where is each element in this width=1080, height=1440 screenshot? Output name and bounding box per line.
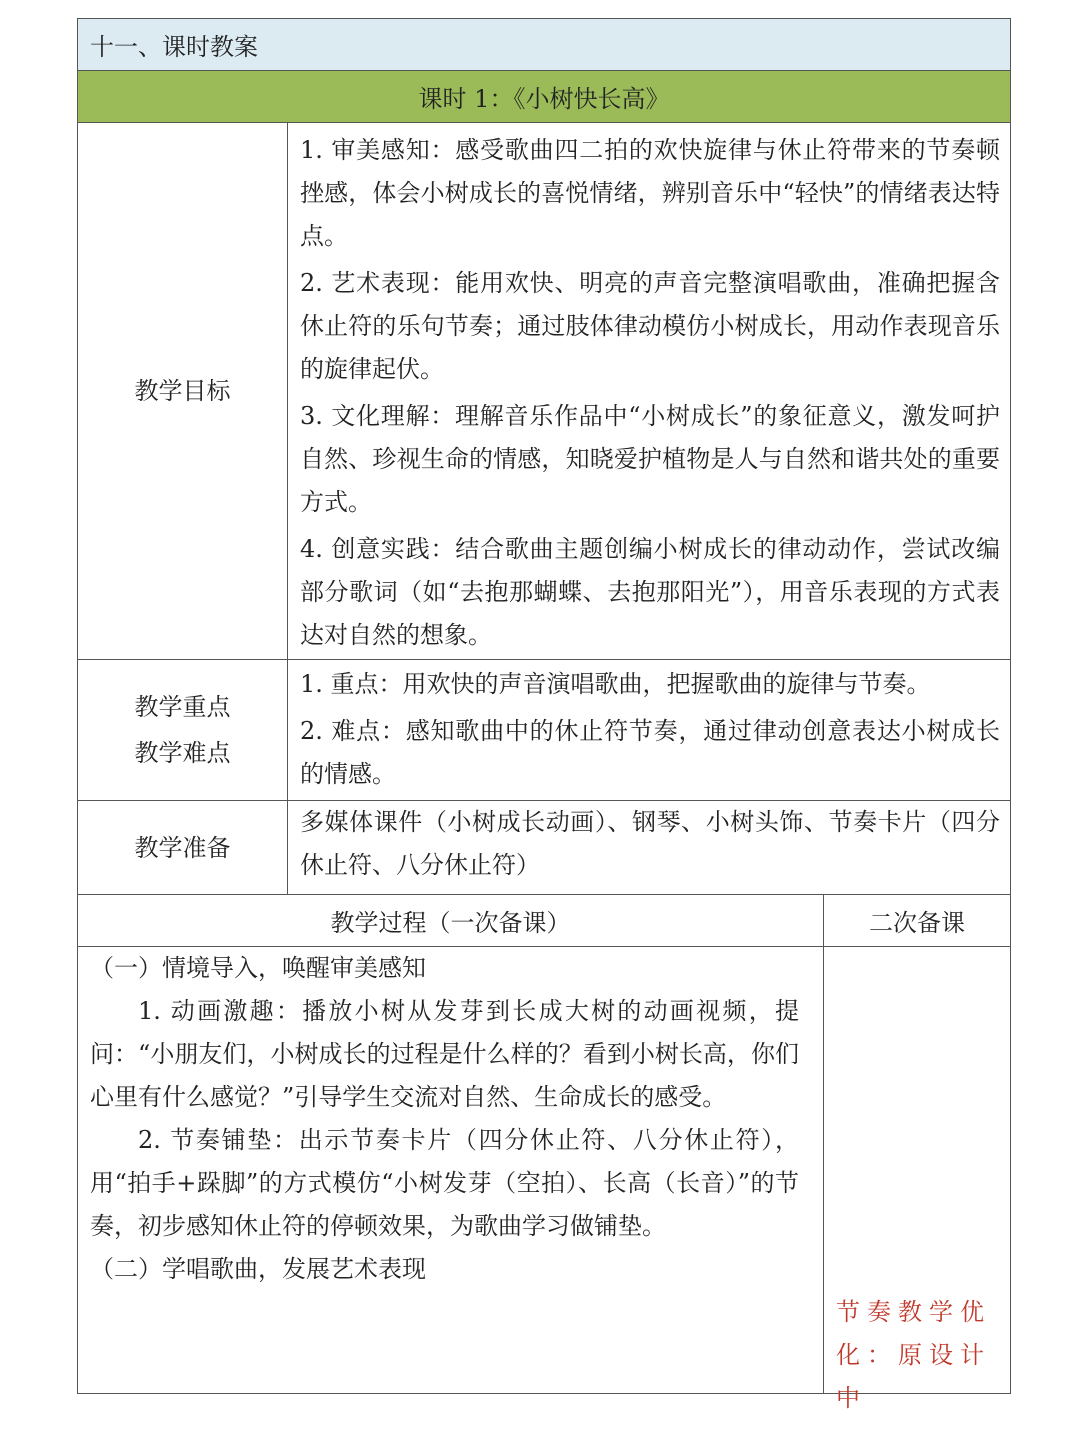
keys-row [78, 660, 1010, 801]
goals-label [78, 123, 288, 659]
goal-item: 3. 文化理解：理解音乐作品中“小树成长”的象征意义，激发呵护自然、珍视生命的情感，知晓爱护植物是人与自然和谐共处的重要方式。 [300, 402, 1000, 516]
goal-item: 2. 艺术表现：能用欢快、明亮的声音完整演唱歌曲，准确把握含休止符的乐句节奏；通过肢体律动模仿小树成长，用动作表现音乐的旋律起伏。 [300, 269, 1000, 383]
key-points-label: 教学重点 [134, 693, 231, 721]
process-header-left [78, 895, 824, 946]
process-body-right [824, 947, 1010, 1412]
process-header-text: 教学过程（一次备课） [330, 909, 571, 937]
second-prep-header-text: 二次备课 [869, 909, 965, 937]
goal-item: 4. 创意实践：结合歌曲主题创编小树成长的律动动作，尝试改编部分歌词（如“去抱那蝴蝶、去抱那阳光”），用音乐表现的方式表达对自然的想象。 [300, 535, 1000, 649]
process-header-right [824, 895, 1010, 946]
process-item-1: 1. 动画激趣：播放小树从发芽到长成大树的动画视频，提问：“小朋友们，小树成长的过程是什么样的？看到小树长高，你们心里有什么感觉？”引导学生交流对自然、生命成长的感受。 [90, 997, 799, 1111]
goals-content [288, 123, 1010, 659]
process-item-2: 2. 节奏铺垫：出示节奏卡片（四分休止符、八分休止符），用“拍手+跺脚”的方式模仿“小树发芽（空拍）、长高（长音）”的节奏，初步感知休止符的停顿效果，为歌曲学习做铺垫。 [90, 1126, 799, 1240]
part2-title: （二）学唱歌曲，发展艺术表现 [90, 1255, 426, 1283]
difficult-points-label: 教学难点 [134, 739, 231, 767]
process-body-row [78, 947, 1010, 1412]
prep-row [78, 801, 1010, 895]
key-item: 2. 难点：感知歌曲中的休止符节奏，通过律动创意表达小树成长的情感。 [300, 717, 1000, 788]
part1-title: （一）情境导入，唤醒审美感知 [90, 954, 426, 982]
process-body-left [78, 947, 824, 1393]
keys-label [78, 660, 288, 800]
section-title [78, 19, 1010, 71]
lesson-title [78, 71, 1010, 123]
lesson-plan-table [77, 18, 1011, 1412]
prep-content [288, 801, 1010, 894]
process-header-row [78, 895, 1010, 947]
prep-label-text: 教学准备 [134, 833, 231, 862]
key-item: 1. 重点：用欢快的声音演唱歌曲，把握歌曲的旋律与节奏。 [300, 670, 931, 698]
section-title-text: 十一、课时教案 [90, 33, 258, 61]
lesson-title-text: 课时 1：《小树快长高》 [418, 85, 670, 113]
prep-label [78, 801, 288, 894]
keys-content [288, 660, 1010, 800]
goals-row [78, 123, 1010, 660]
second-prep-note: 节奏教学优化：原设计中 [836, 1298, 991, 1412]
prep-text: 多媒体课件（小树成长动画）、钢琴、小树头饰、节奏卡片（四分休止符、八分休止符） [300, 808, 1000, 879]
goals-label-text: 教学目标 [134, 377, 231, 405]
goal-item: 1. 审美感知：感受歌曲四二拍的欢快旋律与休止符带来的节奏顿挫感，体会小树成长的喜悦情绪，辨别音乐中“轻快”的情绪表达特点。 [300, 136, 1000, 250]
